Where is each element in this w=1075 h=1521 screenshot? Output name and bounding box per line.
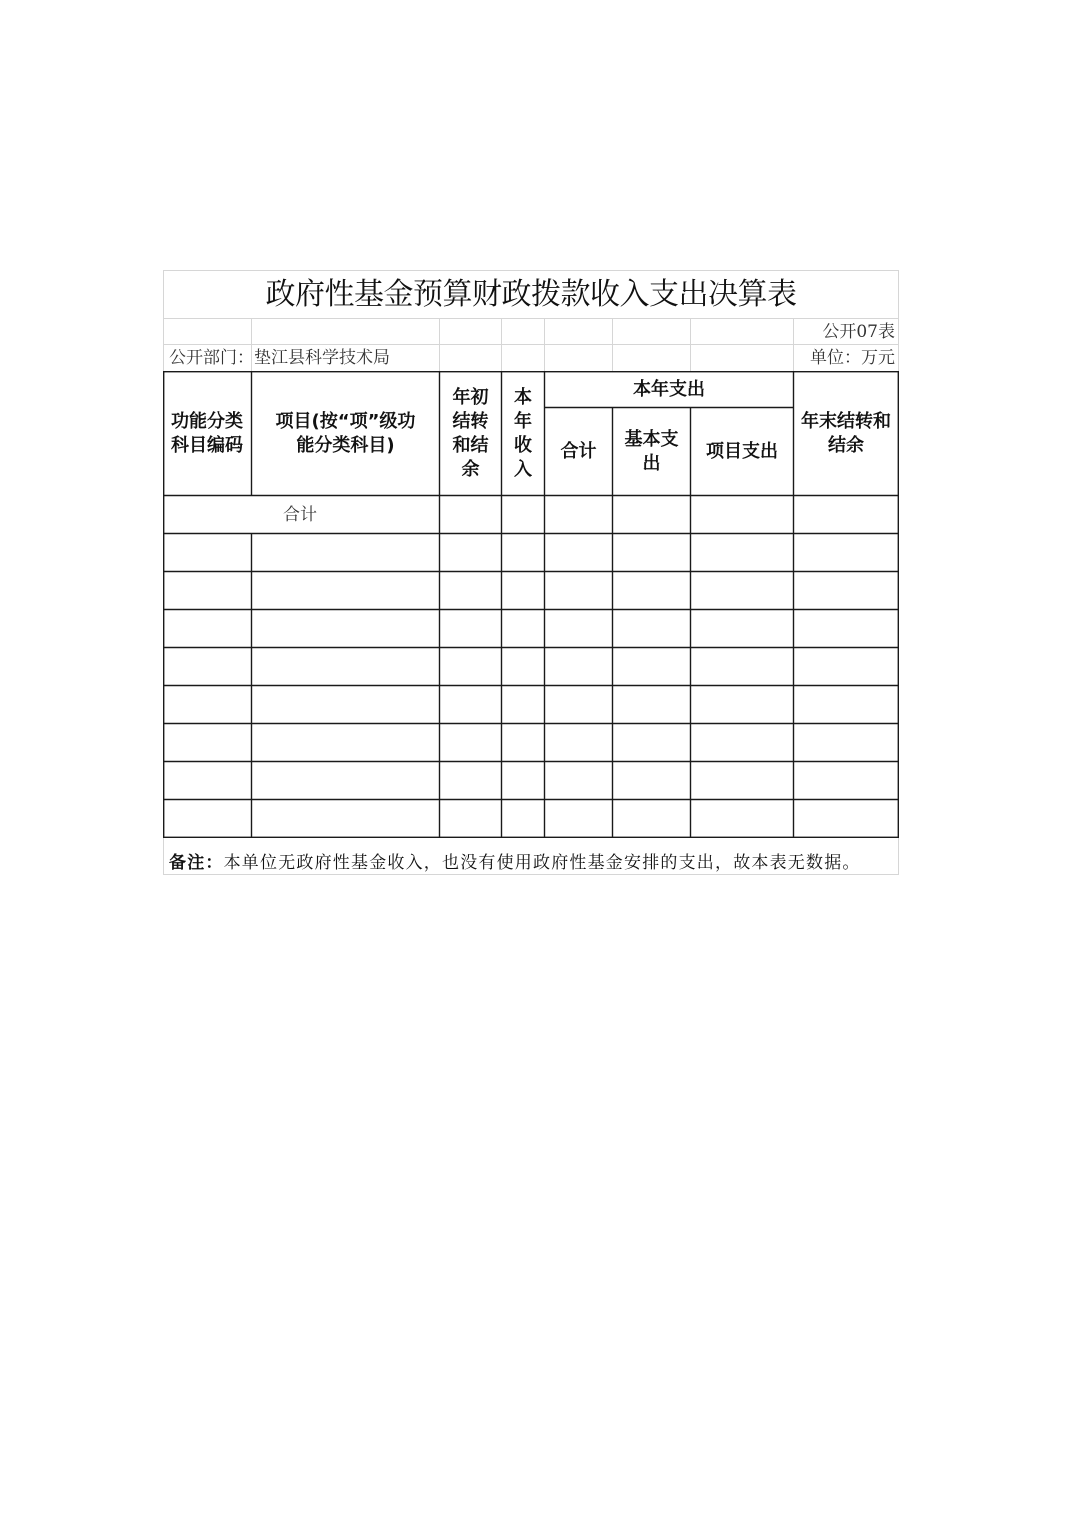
header-function-code-line-2: 科目编码 — [171, 434, 243, 456]
header-opening-line-2: 结转 — [452, 410, 489, 432]
header-basic-line-2: 出 — [642, 452, 661, 474]
table-cell-basic — [613, 534, 690, 571]
table-cell-closing — [794, 724, 898, 761]
total-row-label: 合计 — [283, 505, 317, 525]
table-cell-item — [252, 800, 439, 837]
header-opening-line-3: 和结 — [452, 434, 489, 456]
table-cell-code — [163, 724, 251, 761]
table-cell-total — [545, 534, 612, 571]
table-number: 公开07表 — [822, 322, 895, 342]
table-cell-opening — [440, 572, 501, 609]
table-cell-code — [163, 762, 251, 799]
table-cell-item — [252, 572, 439, 609]
footnote — [169, 848, 861, 873]
table-cell-item — [252, 762, 439, 799]
table-cell-total — [545, 572, 612, 609]
header-item — [252, 372, 439, 495]
table-cell-income — [502, 648, 544, 685]
header-basic-expense — [613, 408, 690, 495]
table-cell-project — [691, 534, 793, 571]
table-cell-project — [691, 724, 793, 761]
table-cell-project — [691, 572, 793, 609]
table-cell-income — [502, 762, 544, 799]
table-cell-closing — [794, 572, 898, 609]
header-basic-line-1: 基本支 — [624, 428, 679, 450]
table-cell-opening — [440, 534, 501, 571]
table-cell-project — [691, 686, 793, 723]
table-cell-total — [545, 686, 612, 723]
table-cell-opening — [440, 648, 501, 685]
table-cell-basic — [613, 648, 690, 685]
table-cell-closing — [794, 800, 898, 837]
table-cell-closing — [794, 686, 898, 723]
footnote-label: 备注： — [169, 853, 224, 873]
table-cell-opening — [440, 800, 501, 837]
header-closing-balance — [794, 372, 898, 495]
budget-report-sheet — [163, 270, 899, 876]
table-cell-basic — [613, 800, 690, 837]
header-item-line-1: 项目(按“项”级功 — [275, 410, 416, 432]
table-cell-closing — [794, 610, 898, 647]
table-cell-basic — [613, 610, 690, 647]
table-cell-opening — [440, 762, 501, 799]
table-cell-basic — [613, 686, 690, 723]
table-cell-code — [163, 686, 251, 723]
header-closing-line-1: 年末结转和 — [801, 410, 891, 432]
header-income-line-1: 本 — [514, 386, 532, 408]
table-cell-income — [502, 724, 544, 761]
table-cell-basic — [613, 724, 690, 761]
table-cell-income — [502, 686, 544, 723]
table-cell-income — [502, 572, 544, 609]
footnote-text: 本单位无政府性基金收入，也没有使用政府性基金安排的支出，故本表无数据。 — [223, 853, 861, 873]
header-income-line-2: 年 — [514, 410, 532, 432]
table-cell-opening — [440, 686, 501, 723]
table-cell-item — [252, 648, 439, 685]
table-cell-item — [252, 534, 439, 571]
header-item-line-2: 能分类科目) — [296, 434, 395, 456]
table-cell-closing — [794, 648, 898, 685]
unit-label: 单位：万元 — [810, 348, 895, 368]
table-cell-opening — [440, 610, 501, 647]
header-current-income — [502, 372, 544, 495]
table-cell-item — [252, 724, 439, 761]
table-cell-basic — [613, 762, 690, 799]
table-cell-total — [545, 800, 612, 837]
table-cell-code — [163, 610, 251, 647]
table-cell-code — [163, 648, 251, 685]
table-cell-code — [163, 572, 251, 609]
table-cell-basic — [613, 572, 690, 609]
header-function-code — [163, 372, 251, 495]
header-current-expense: 本年支出 — [633, 378, 705, 400]
header-closing-line-2: 结余 — [828, 434, 864, 456]
header-opening-line-1: 年初 — [452, 386, 489, 408]
table-cell-total — [545, 762, 612, 799]
table-cell-project — [691, 762, 793, 799]
table-cell-closing — [794, 762, 898, 799]
header-income-line-3: 收 — [514, 434, 532, 456]
table-cell-item — [252, 610, 439, 647]
header-opening-balance — [440, 372, 501, 495]
table-cell-code — [163, 800, 251, 837]
report-title: 政府性基金预算财政拨款收入支出决算表 — [265, 277, 797, 312]
table-cell-total — [545, 724, 612, 761]
header-project-expense: 项目支出 — [706, 440, 778, 462]
table-cell-total — [545, 648, 612, 685]
table-cell-project — [691, 610, 793, 647]
table-cell-closing — [794, 534, 898, 571]
table-cell-project — [691, 800, 793, 837]
header-function-code-line-1: 功能分类 — [171, 410, 243, 432]
table-cell-code — [163, 534, 251, 571]
header-income-line-4: 入 — [514, 458, 532, 480]
table-cell-opening — [440, 724, 501, 761]
department-label: 公开部门：垫江县科学技术局 — [169, 348, 390, 368]
table-cell-income — [502, 534, 544, 571]
header-expense-total: 合计 — [560, 440, 597, 462]
table-cell-item — [252, 686, 439, 723]
table-cell-income — [502, 610, 544, 647]
table-cell-income — [502, 800, 544, 837]
header-opening-line-4: 余 — [461, 458, 480, 480]
table-cell-project — [691, 648, 793, 685]
table-cell-total — [545, 610, 612, 647]
